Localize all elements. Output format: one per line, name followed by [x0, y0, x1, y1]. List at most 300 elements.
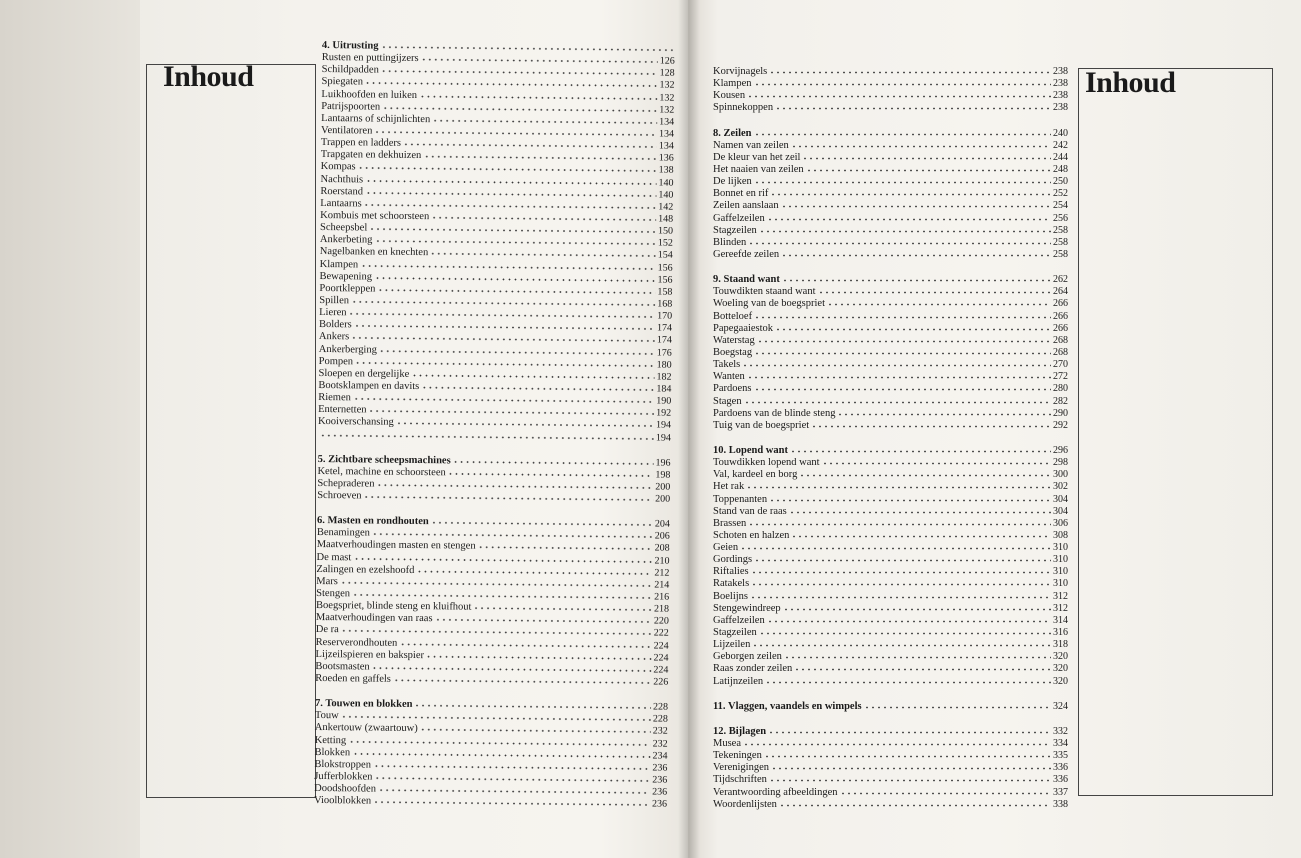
- toc-page-number: 200: [655, 493, 671, 505]
- toc-entry-label: Tekeningen: [713, 750, 762, 762]
- toc-entry-label: Lijzeilen: [713, 639, 751, 651]
- toc-page-number: 228: [652, 701, 669, 713]
- dot-leader: [759, 627, 1051, 635]
- toc-section: [713, 445, 1068, 688]
- toc-page-number: 244: [1053, 151, 1068, 163]
- toc-entry-label: Zalingen en ezelshoofd: [316, 563, 415, 576]
- toc-entry[interactable]: [713, 676, 1068, 688]
- toc-page-number: 156: [657, 262, 673, 274]
- toc-page-number: 238: [1053, 90, 1068, 102]
- toc-page-number: 224: [653, 664, 669, 676]
- toc-page-number: 312: [1053, 590, 1068, 602]
- toc-page-number: 148: [658, 213, 674, 225]
- toc-page-number: 236: [652, 774, 668, 786]
- toc-page-number: 196: [655, 457, 671, 469]
- dot-leader: [794, 663, 1051, 671]
- toc-entry[interactable]: [713, 738, 1068, 750]
- dot-leader: [374, 271, 656, 282]
- toc-entry[interactable]: [713, 286, 1068, 298]
- dot-leader: [358, 162, 657, 173]
- dot-leader: [393, 674, 651, 685]
- toc-entry-label: Boelijns: [713, 590, 749, 602]
- toc-entry[interactable]: [713, 90, 1068, 102]
- toc-entry[interactable]: [713, 518, 1068, 530]
- toc-entry[interactable]: [713, 591, 1068, 603]
- toc-entry[interactable]: [713, 530, 1068, 542]
- toc-entry-label: Gereefde zeilen: [713, 248, 780, 260]
- toc-page-number: 200: [655, 481, 671, 493]
- toc-entry[interactable]: [713, 347, 1068, 359]
- dot-leader: [420, 724, 651, 734]
- dot-leader: [365, 77, 658, 88]
- toc-entry-label: Blinden: [713, 236, 747, 248]
- toc-entry-label: Toppenanten: [713, 493, 768, 505]
- toc-entry[interactable]: [317, 490, 670, 506]
- toc-page-number: 134: [658, 128, 675, 140]
- toc-entry[interactable]: [713, 102, 1068, 114]
- dot-leader: [365, 174, 656, 185]
- dot-leader: [827, 298, 1051, 306]
- toc-entry[interactable]: [713, 78, 1068, 90]
- dot-leader: [746, 481, 1051, 489]
- toc-entry-label: Ketting: [314, 734, 347, 746]
- dot-leader: [448, 467, 654, 477]
- dot-leader: [453, 455, 654, 465]
- toc-entry[interactable]: [713, 249, 1068, 261]
- dot-leader: [740, 542, 1051, 550]
- toc-entry-label: Gordings: [713, 554, 753, 566]
- toc-page-number: 142: [658, 201, 674, 213]
- toc-entry[interactable]: [713, 494, 1068, 506]
- toc-page-number: 192: [656, 407, 672, 419]
- toc-page-number: 256: [1053, 212, 1068, 224]
- toc-entry-label: Vioolblokken: [313, 795, 372, 807]
- toc-entry-label: Klampen: [319, 258, 359, 270]
- toc-page-number: 318: [1053, 639, 1068, 651]
- dot-leader: [806, 164, 1051, 172]
- toc-section: [318, 40, 675, 444]
- dot-leader: [747, 90, 1051, 98]
- toc-entry-label: Korvijnagels: [713, 66, 768, 77]
- dot-leader: [767, 615, 1051, 623]
- toc-page-number: 290: [1053, 407, 1068, 419]
- toc-entry-label: Reserverondhouten: [315, 636, 398, 649]
- dot-leader: [426, 650, 652, 660]
- toc-entry-label: Roeden en gaffels: [315, 672, 391, 685]
- toc-entry-label: Boegstag: [713, 346, 753, 358]
- toc-page-number: 204: [654, 518, 671, 530]
- toc-entry-label: Kompas: [320, 161, 356, 173]
- dot-leader: [754, 347, 1051, 355]
- toc-page-number: 134: [658, 140, 674, 152]
- toc-section: [713, 701, 1068, 713]
- toc-page-number: 210: [654, 555, 670, 567]
- dot-leader: [431, 211, 656, 221]
- dot-leader: [757, 335, 1051, 343]
- dot-leader: [781, 249, 1051, 257]
- toc-entry[interactable]: [713, 323, 1068, 335]
- toc-page-number: 314: [1053, 614, 1068, 626]
- toc-page-number: 220: [653, 615, 669, 627]
- toc-page-number: 335: [1053, 750, 1068, 762]
- toc-page-number: 252: [1053, 188, 1068, 200]
- dot-leader: [748, 518, 1051, 526]
- dot-leader: [750, 591, 1051, 599]
- toc-entry[interactable]: [713, 578, 1068, 590]
- dot-leader: [399, 637, 651, 648]
- toc-page-number: 140: [658, 189, 674, 201]
- toc-entry-label: Ventilatoren: [320, 124, 373, 137]
- dot-leader: [374, 126, 657, 137]
- toc-entry[interactable]: [713, 371, 1068, 383]
- toc-page-number: 272: [1053, 371, 1068, 383]
- toc-page-number: 258: [1053, 236, 1068, 248]
- toc-entry-label: Touw: [314, 710, 339, 722]
- toc-section-heading[interactable]: [713, 701, 1068, 713]
- toc-entry[interactable]: [318, 428, 671, 444]
- dot-leader: [752, 639, 1051, 647]
- toc-entry-label: 9. Staand want: [713, 274, 780, 286]
- dot-leader: [378, 784, 650, 795]
- left-toc: [314, 40, 675, 811]
- toc-page-number: 304: [1053, 505, 1068, 517]
- dot-leader: [478, 541, 653, 551]
- dot-leader: [770, 188, 1051, 196]
- toc-entry-label: Ankerbeting: [319, 234, 373, 246]
- toc-entry-label: Het naaien van zeilen: [713, 163, 804, 175]
- dot-leader: [376, 479, 653, 490]
- toc-entry-label: Touwdikken lopend want: [713, 457, 820, 469]
- right-toc: [713, 66, 1068, 811]
- toc-page-number: 168: [657, 298, 673, 310]
- toc-entry-label: Jufferblokken: [314, 770, 373, 783]
- toc-entry-label: Verantwoording afbeeldingen: [713, 786, 838, 798]
- toc-page-number: 214: [654, 579, 670, 591]
- toc-page-number: 222: [653, 627, 669, 640]
- dot-leader: [435, 614, 652, 624]
- toc-page-number: 180: [656, 359, 672, 371]
- toc-entry[interactable]: [713, 311, 1068, 323]
- toc-entry[interactable]: [713, 603, 1068, 615]
- toc-entry[interactable]: [713, 762, 1068, 774]
- toc-entry-label: Pardoens van de blinde steng: [713, 407, 836, 419]
- dot-leader: [369, 405, 655, 416]
- toc-entry[interactable]: [713, 225, 1068, 237]
- dot-leader: [782, 274, 1051, 282]
- dot-leader: [419, 90, 657, 100]
- toc-entry[interactable]: [713, 627, 1068, 639]
- dot-leader: [754, 383, 1052, 391]
- toc-section: [713, 274, 1068, 432]
- left-title-frame: [146, 64, 316, 798]
- dot-leader: [784, 651, 1051, 659]
- toc-entry-label: Zeilen aanslaan: [713, 200, 779, 212]
- dot-leader: [765, 676, 1051, 684]
- dot-leader: [754, 78, 1052, 86]
- toc-entry[interactable]: [713, 335, 1068, 347]
- dot-leader: [791, 530, 1051, 538]
- toc-entry[interactable]: [713, 213, 1068, 225]
- dot-leader: [754, 176, 1051, 184]
- toc-page-number: 208: [654, 542, 670, 555]
- toc-page-number: 184: [656, 383, 672, 395]
- toc-entry-label: Tijdschriften: [713, 774, 767, 786]
- dot-leader: [355, 356, 655, 367]
- toc-entry-label: Namen van zeilen: [713, 139, 789, 151]
- toc-entry-label: Val, kardeel en borg: [713, 469, 798, 481]
- dot-leader: [769, 774, 1051, 782]
- toc-entry-label: Verenigingen: [713, 762, 769, 774]
- toc-entry-label: Ankers: [318, 331, 350, 343]
- toc-section: [317, 454, 670, 506]
- toc-entry-label: Stengen: [316, 588, 351, 600]
- right-title-frame: [1078, 68, 1273, 796]
- toc-entry-label: Schepraderen: [317, 477, 375, 490]
- toc-entry-label: Ratakels: [713, 578, 750, 590]
- toc-section-heading[interactable]: [713, 445, 1068, 457]
- toc-entry-label: De lijken: [713, 176, 752, 188]
- dot-leader: [364, 491, 654, 502]
- toc-entry-label: Spiegaten: [321, 76, 364, 88]
- toc-page-number: 126: [659, 55, 675, 67]
- toc-page-number: 194: [655, 419, 672, 432]
- dot-leader: [748, 237, 1051, 245]
- toc-entry-label: Kousen: [713, 90, 746, 102]
- dot-leader: [373, 796, 650, 807]
- dot-leader: [421, 53, 658, 63]
- toc-page-number: 262: [1053, 274, 1068, 286]
- toc-entry[interactable]: [713, 420, 1068, 432]
- toc-section-heading[interactable]: [713, 274, 1068, 286]
- toc-page-number: 300: [1053, 469, 1068, 481]
- toc-entry[interactable]: [713, 200, 1068, 212]
- toc-page-number: 236: [652, 762, 668, 774]
- toc-page-number: 136: [658, 152, 674, 164]
- toc-page-number: 224: [653, 652, 669, 664]
- toc-page-number: 132: [659, 92, 675, 104]
- dot-leader: [373, 759, 650, 770]
- dot-leader: [799, 469, 1051, 477]
- toc-entry-label: Pardoens: [713, 383, 752, 395]
- dot-leader: [742, 359, 1051, 367]
- toc-page-number: 218: [654, 603, 670, 615]
- book-gutter: [678, 0, 700, 858]
- toc-entry[interactable]: [315, 673, 668, 689]
- toc-entry-label: Lieren: [319, 307, 347, 319]
- dot-leader: [754, 554, 1051, 562]
- toc-entry-label: Kombuis met schoorsteen: [320, 209, 430, 223]
- toc-entry[interactable]: [713, 469, 1068, 481]
- toc-entry-label: Klampen: [713, 78, 752, 90]
- toc-entry[interactable]: [713, 566, 1068, 578]
- toc-entry-label: Blokken: [314, 746, 351, 759]
- toc-page-number: 258: [1053, 224, 1068, 236]
- toc-page-number: 236: [651, 798, 668, 810]
- dot-leader: [381, 65, 658, 76]
- toc-entry-label: Trappen en ladders: [320, 137, 402, 149]
- toc-entry[interactable]: [713, 787, 1068, 799]
- toc-page-number: 158: [657, 286, 673, 298]
- dot-leader: [377, 283, 655, 294]
- dot-leader: [840, 787, 1052, 795]
- toc-entry[interactable]: [713, 651, 1068, 663]
- toc-entry-label: Maatverhoudingen van raas: [315, 612, 433, 625]
- dot-leader: [431, 516, 653, 526]
- toc-page-number: 266: [1053, 310, 1068, 322]
- toc-page-number: 316: [1053, 627, 1068, 639]
- dot-leader: [396, 417, 654, 428]
- toc-entry-label: Riemen: [318, 392, 351, 404]
- dot-leader: [744, 396, 1051, 404]
- toc-entry-label: De ra: [315, 624, 339, 636]
- toc-page-number: 312: [1053, 602, 1068, 614]
- toc-page-number: 232: [652, 725, 668, 738]
- toc-entry-label: Schroeven: [317, 490, 362, 502]
- toc-page-number: 128: [659, 67, 675, 79]
- toc-entry[interactable]: [713, 396, 1068, 408]
- toc-entry-label: Stagzeilen: [713, 627, 757, 639]
- toc-entry[interactable]: [713, 237, 1068, 249]
- toc-page-number: 266: [1053, 322, 1068, 334]
- toc-page-number: 232: [652, 738, 668, 750]
- toc-entry-label: Botteloef: [713, 310, 753, 322]
- toc-section: [713, 128, 1068, 262]
- toc-section: [315, 515, 670, 689]
- dot-leader: [374, 235, 656, 246]
- toc-page-number: 336: [1053, 774, 1068, 786]
- page-edge-shadow: [0, 0, 140, 858]
- dot-leader: [822, 457, 1051, 465]
- toc-section-heading[interactable]: [713, 726, 1068, 738]
- dot-leader: [365, 186, 656, 197]
- toc-page-number: 292: [1053, 419, 1068, 431]
- toc-entry-label: Stand van de raas: [713, 505, 787, 517]
- dot-leader: [423, 150, 657, 160]
- toc-entry[interactable]: [713, 639, 1068, 651]
- toc-page-number: 310: [1053, 542, 1068, 554]
- toc-entry-label: Takels: [713, 359, 741, 371]
- toc-entry[interactable]: [713, 383, 1068, 395]
- toc-entry[interactable]: [713, 615, 1068, 627]
- toc-page-number: 270: [1053, 359, 1068, 371]
- toc-entry-label: Woordenlijsten: [713, 798, 777, 810]
- toc-entry[interactable]: [713, 457, 1068, 469]
- dot-leader: [374, 772, 650, 783]
- toc-page-number: 132: [659, 79, 675, 92]
- toc-page-number: 310: [1053, 578, 1068, 590]
- toc-entry-label: Brassen: [713, 517, 747, 529]
- toc-entry[interactable]: [713, 542, 1068, 554]
- dot-leader: [779, 799, 1051, 807]
- toc-entry-label: De mast: [316, 551, 352, 563]
- toc-page-number: 320: [1053, 675, 1068, 687]
- dot-leader: [382, 101, 657, 112]
- toc-entry-label: Boegspriet, blinde steng en kluifhout: [316, 600, 472, 613]
- toc-page-number: 234: [652, 750, 668, 762]
- dot-leader: [372, 528, 653, 539]
- toc-entry[interactable]: [713, 152, 1068, 164]
- toc-entry[interactable]: [713, 164, 1068, 176]
- toc-entry-label: Raas zonder zeilen: [713, 663, 793, 675]
- toc-entry[interactable]: [713, 799, 1068, 811]
- dot-leader: [754, 128, 1052, 136]
- toc-section-heading[interactable]: [713, 128, 1068, 140]
- toc-page-number: 268: [1053, 346, 1068, 358]
- toc-entry-label: Papegaaiestok: [713, 322, 774, 334]
- dot-leader: [743, 738, 1051, 746]
- toc-page-number: 238: [1053, 66, 1068, 77]
- toc-entry[interactable]: [713, 408, 1068, 420]
- toc-entry[interactable]: [713, 663, 1068, 675]
- toc-entry[interactable]: [713, 554, 1068, 566]
- toc-entry[interactable]: [713, 506, 1068, 518]
- toc-entry-label: De kleur van het zeil: [713, 151, 801, 163]
- toc-page-number: 132: [659, 104, 675, 116]
- toc-page-number: 264: [1053, 286, 1068, 298]
- toc-page-number: 134: [659, 116, 675, 128]
- toc-entry[interactable]: [713, 359, 1068, 371]
- toc-entry[interactable]: [713, 750, 1068, 762]
- toc-page-number: 212: [654, 567, 670, 579]
- toc-entry-label: Latijnzeilen: [713, 675, 764, 687]
- toc-entry-label: Kooiverschansing: [317, 416, 394, 429]
- toc-page-number: 338: [1053, 798, 1068, 810]
- toc-entry-label: 12. Bijlagen: [713, 725, 767, 737]
- toc-entry[interactable]: [713, 140, 1068, 152]
- toc-entry[interactable]: [713, 774, 1068, 786]
- dot-leader: [747, 371, 1051, 379]
- toc-entry-label: Bootsmasten: [315, 660, 370, 673]
- toc-entry-label: Trapgaten en dekhuizen: [320, 149, 422, 162]
- toc-page-number: 296: [1053, 444, 1068, 456]
- toc-page-number: 140: [658, 177, 674, 189]
- dot-leader: [791, 140, 1051, 148]
- dot-leader: [818, 286, 1052, 294]
- toc-entry[interactable]: [713, 481, 1068, 493]
- toc-page-number: 240: [1053, 127, 1068, 139]
- toc-entry[interactable]: [713, 188, 1068, 200]
- toc-entry-label: Enternetten: [318, 404, 367, 416]
- toc-entry-label: Ankertouw (zwaartouw): [314, 722, 418, 735]
- dot-leader: [416, 565, 652, 575]
- toc-page-number: 226: [653, 676, 669, 688]
- toc-section: [713, 66, 1068, 115]
- dot-leader: [769, 494, 1051, 502]
- toc-page-number: 320: [1053, 651, 1068, 663]
- toc-page-number: 254: [1053, 200, 1068, 212]
- dot-leader: [364, 198, 657, 209]
- toc-entry-label: Bolders: [318, 319, 352, 331]
- right-page-title: Inhoud: [1085, 66, 1176, 99]
- toc-entry[interactable]: [713, 176, 1068, 188]
- toc-page-number: 337: [1053, 786, 1068, 798]
- toc-entry-label: 4. Uitrusting: [321, 40, 379, 52]
- toc-page-number: 152: [657, 237, 673, 249]
- toc-entry-label: 7. Touwen en blokken: [314, 698, 413, 711]
- toc-page-number: 336: [1053, 762, 1068, 774]
- toc-entry[interactable]: [713, 66, 1068, 78]
- toc-entry-label: Roerstand: [320, 185, 364, 198]
- dot-leader: [837, 408, 1051, 416]
- dot-leader: [754, 311, 1051, 319]
- toc-entry[interactable]: [713, 298, 1068, 310]
- toc-page-number: 280: [1053, 383, 1068, 395]
- dot-leader: [751, 578, 1051, 586]
- toc-entry-label: Stagen: [713, 395, 742, 407]
- toc-page-number: 198: [655, 469, 671, 481]
- toc-entry-label: Benamingen: [316, 527, 370, 539]
- toc-section: [713, 726, 1068, 811]
